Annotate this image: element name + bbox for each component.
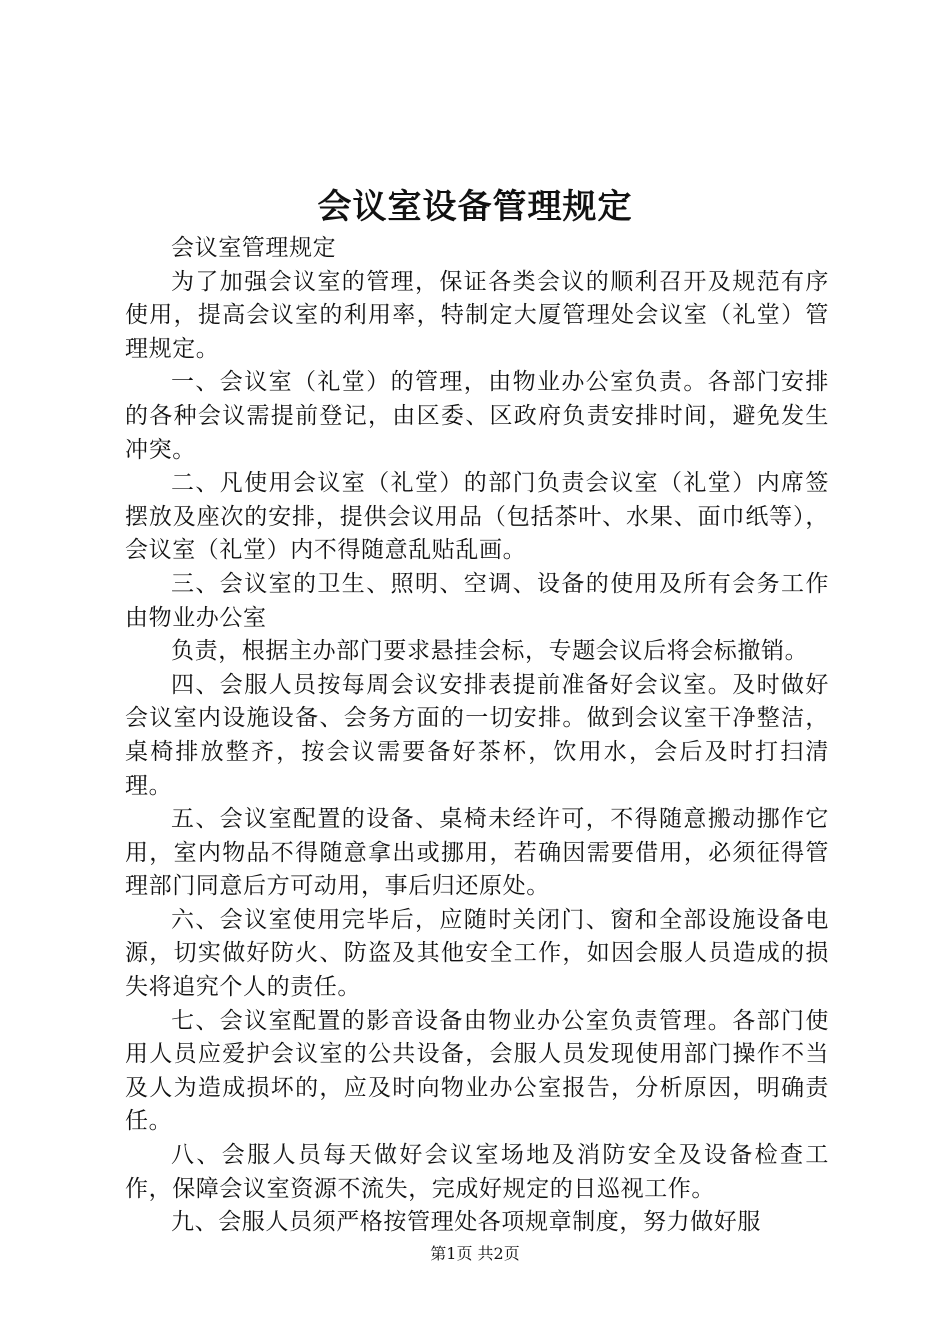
paragraph-rule-1: 一、会议室（礼堂）的管理，由物业办公室负责。各部门安排的各种会议需提前登记，由区委、区政府负责安排时间，避免发生冲突。 xyxy=(125,369,829,463)
page-footer: 第1页 共2页 xyxy=(430,1244,520,1263)
paragraph-rule-9: 九、会服人员须严格按管理处各项规章制度，努力做好服 xyxy=(171,1209,761,1236)
paragraph-rule-6: 六、会议室使用完毕后，应随时关闭门、窗和全部设施设备电源，切实做好防火、防盗及其他安全工作，如因会服人员造成的损失将追究个人的责任。 xyxy=(125,906,829,1001)
paragraph-rule-5: 五、会议室配置的设备、桌椅未经许可，不得随意搬动挪作它用，室内物品不得随意拿出或挪用，若确因需要借用，必须征得管理部门同意后方可动用，事后归还原处。 xyxy=(125,806,829,900)
paragraph-rule-7: 七、会议室配置的影音设备由物业办公室负责管理。各部门使用人员应爱护会议室的公共设备，会服人员发现使用部门操作不当及人为造成损坏的，应及时向物业办公室报告，分析原因，明确责任。 xyxy=(125,1007,829,1135)
paragraph-rule-8: 八、会服人员每天做好会议室场地及消防安全及设备检查工作，保障会议室资源不流失，完成好规定的日巡视工作。 xyxy=(125,1142,829,1202)
paragraph-rule-3-continued: 负责，根据主办部门要求悬挂会标，专题会议后将会标撤销。 xyxy=(171,638,809,665)
document-body xyxy=(125,232,829,1240)
document-title: 会议室设备管理规定 xyxy=(317,187,633,227)
paragraph-intro: 为了加强会议室的管理，保证各类会议的顺利召开及规范有序使用，提高会议室的利用率，特制定大厦管理处会议室（礼堂）管理规定。 xyxy=(125,268,829,362)
paragraph-rule-3: 三、会议室的卫生、照明、空调、设备的使用及所有会务工作由物业办公室 xyxy=(125,570,829,631)
paragraph-rule-4: 四、会服人员按每周会议安排表提前准备好会议室。及时做好会议室内设施设备、会务方面的一切安排。做到会议室干净整洁，桌椅排放整齐，按会议需要备好茶杯，饮用水，会后及时打扫清理。 xyxy=(125,671,829,799)
paragraph-rule-2: 二、凡使用会议室（礼堂）的部门负责会议室（礼堂）内席签摆放及座次的安排，提供会议用品（包括茶叶、水果、面巾纸等），会议室（礼堂）内不得随意乱贴乱画。 xyxy=(125,470,829,564)
paragraph-subtitle: 会议室管理规定 xyxy=(171,235,337,261)
